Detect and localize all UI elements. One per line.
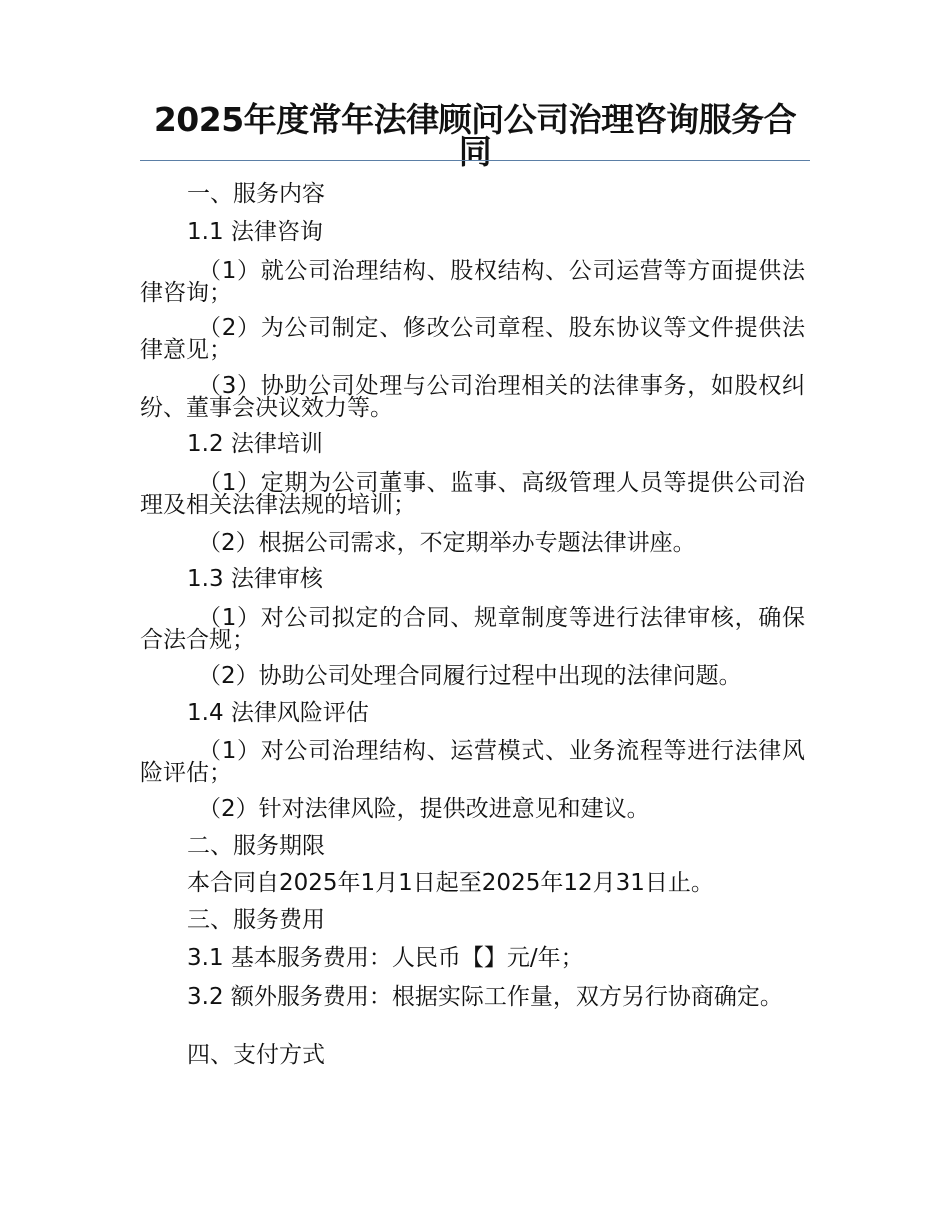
section-heading-service-fees: 三、服务费用 (187, 907, 325, 933)
paragraph-risk-item-2: （2）针对法律风险，提供改进意见和建议。 (198, 796, 650, 822)
paragraph-review-item-1: （1）对公司拟定的合同、规章制度等进行法律审核，确保合法合规； (140, 605, 805, 653)
paragraph-risk-item-1: （1）对公司治理结构、运营模式、业务流程等进行法律风险评估； (140, 738, 805, 786)
paragraph-consultation-item-1: （1）就公司治理结构、股权结构、公司运营等方面提供法律咨询； (140, 258, 805, 306)
document-title: 2025年度常年法律顾问公司治理咨询服务合同 (153, 100, 797, 171)
paragraph-training-item-2: （2）根据公司需求，不定期举办专题法律讲座。 (198, 530, 696, 556)
section-heading-service-term: 二、服务期限 (187, 833, 325, 859)
paragraph-consultation-item-3: （3）协助公司处理与公司治理相关的法律事务，如股权纠纷、董事会决议效力等。 (140, 373, 805, 421)
paragraph-training-item-1: （1）定期为公司董事、监事、高级管理人员等提供公司治理及相关法律法规的培训； (140, 470, 805, 518)
section-heading-payment-method: 四、支付方式 (187, 1042, 325, 1068)
paragraph-extra-fee: 3.2 额外服务费用：根据实际工作量，双方另行协商确定。 (187, 984, 783, 1010)
subsection-heading-risk-assessment: 1.4 法律风险评估 (187, 700, 369, 726)
subsection-heading-legal-training: 1.2 法律培训 (187, 431, 323, 457)
paragraph-basic-fee: 3.1 基本服务费用：人民币【】元/年； (187, 945, 584, 971)
paragraph-service-term: 本合同自2025年1月1日起至2025年12月31日止。 (187, 870, 714, 896)
paragraph-review-item-2: （2）协助公司处理合同履行过程中出现的法律问题。 (198, 663, 742, 689)
paragraph-consultation-item-2: （2）为公司制定、修改公司章程、股东协议等文件提供法律意见； (140, 315, 805, 363)
subsection-heading-legal-consultation: 1.1 法律咨询 (187, 219, 323, 245)
subsection-heading-legal-review: 1.3 法律审核 (187, 566, 323, 592)
section-heading-service-content: 一、服务内容 (187, 181, 325, 207)
title-underline (140, 160, 810, 161)
